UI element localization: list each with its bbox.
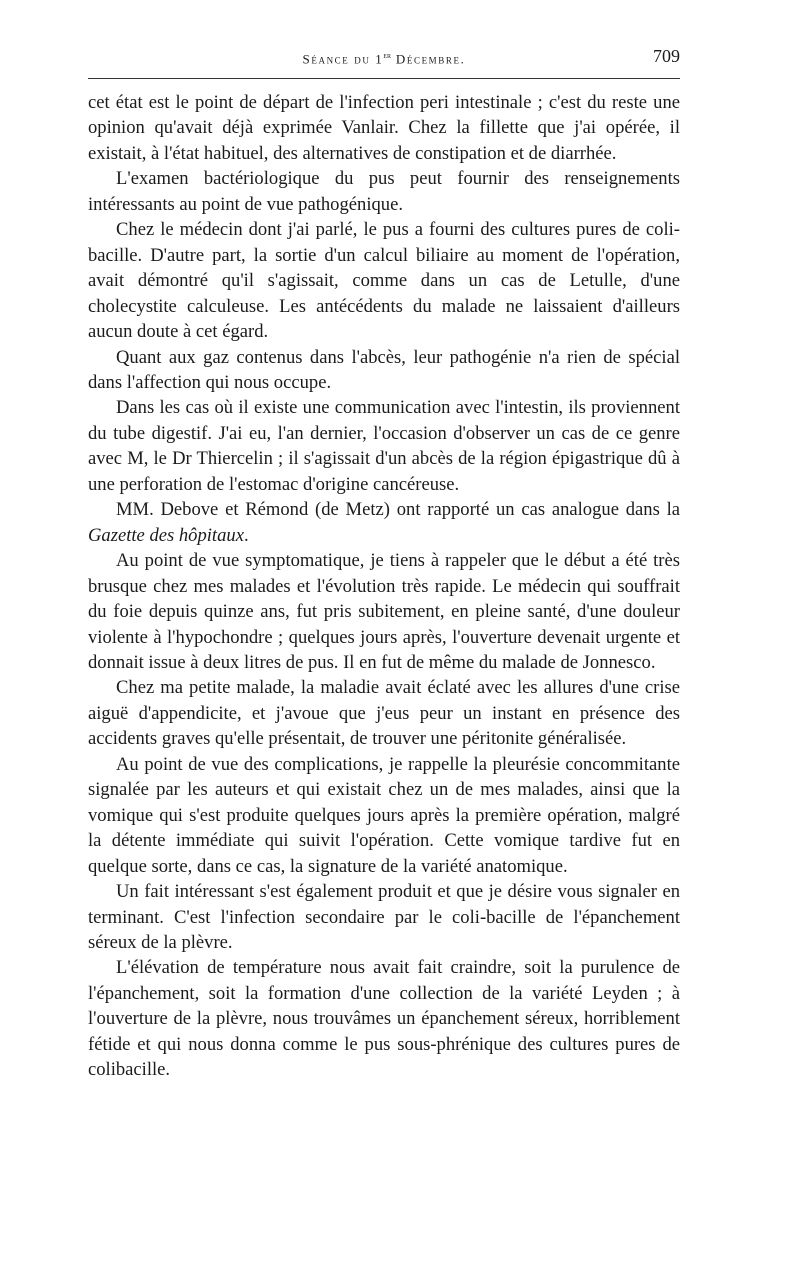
paragraph	[88, 497, 680, 548]
running-title-superscript: er	[383, 50, 392, 60]
paragraph: Au point de vue des complications, je rappelle la pleurésie concommitante signalée par les auteurs et qui existait chez un de mes malades, ainsi que la vomique qui s'est produite quelques jours après la première opération, malgré la détente immédiate qui suivit l'opération. Cette vomique tardive fut en quelque sorte, dans ce cas, la signature de la variété anatomique.	[88, 753, 680, 877]
paragraph: L'élévation de température nous avait fait craindre, soit la purulence de l'épanchement, soit la formation d'une collection de la variété Leyden ; à l'ouverture de la plèvre, nous trouvâmes un épanchement séreux, horriblement fétide et qui nous donna comme le pus sous-phrénique des cultures pures de colibacille.	[88, 957, 680, 1081]
running-title	[88, 50, 680, 67]
running-header	[88, 44, 680, 66]
paragraph-text: .	[243, 524, 249, 546]
paragraph: Dans les cas où il existe une communication avec l'intestin, ils proviennent du tube digestif. J'ai eu, l'an dernier, l'occasion d'observer un cas de ce genre avec M, le Dr Thiercelin ; il s'agissait d'un abcès de la région épigastrique dû à une perforation de l'estomac d'origine cancéreuse.	[88, 397, 680, 495]
paragraph: cet état est le point de départ de l'infection peri intestinale ; c'est du reste une opinion qu'avait déjà exprimée Vanlair. Chez la fillette que j'ai opérée, il existait, à l'état habituel, des alternatives de constipation et de diarrhée.	[88, 92, 680, 164]
page-number: 709	[653, 46, 680, 66]
running-title-part-a: Séance du 1	[302, 51, 384, 67]
running-title-part-b: Décembre.	[391, 51, 466, 67]
paragraph-text: MM. Debove et Rémond (de Metz) ont rapporté un cas analogue dans la	[116, 499, 680, 521]
paragraph: L'examen bactériologique du pus peut fournir des renseignements intéressants au point de vue pathogénique.	[88, 168, 680, 215]
paragraph: Un fait intéressant s'est également produit et que je désire vous signaler en terminant. C'est l'infection secondaire par le coli-bacille de l'épanchement séreux de la plèvre.	[88, 881, 680, 953]
header-rule	[88, 78, 680, 79]
body-text	[88, 90, 680, 1083]
paragraph: Quant aux gaz contenus dans l'abcès, leur pathogénie n'a rien de spécial dans l'affection qui nous occupe.	[88, 346, 680, 393]
paragraph: Au point de vue symptomatique, je tiens à rappeler que le début a été très brusque chez mes malades et l'évolution très rapide. Le médecin qui souffrait du foie depuis quinze ans, fut pris subitement, en pleine santé, d'une douleur violente à l'hypochondre ; quelques jours après, l'ouverture devenait urgente et donnait issue à deux litres de pus. Il en fut de même du malade de Jonnesco.	[88, 550, 680, 673]
paragraph: Chez ma petite malade, la maladie avait éclaté avec les allures d'une crise aiguë d'appendicite, et j'avoue que j'eus peur un instant en présence des accidents graves qu'elle présentait, de trouver une péritonite généralisée.	[88, 677, 680, 750]
paragraph: Chez le médecin dont j'ai parlé, le pus a fourni des cultures pures de coli-bacille. D'autre part, la sortie d'un calcul biliaire au moment de l'opération, avait démontré qu'il s'agissait, comme dans un cas de Letulle, d'une cholecystite calculeuse. Les antécédents du malade ne laissaient d'ailleurs aucun doute à cet égard.	[88, 219, 680, 343]
journal-title: Gazette des hôpitaux	[88, 524, 244, 546]
